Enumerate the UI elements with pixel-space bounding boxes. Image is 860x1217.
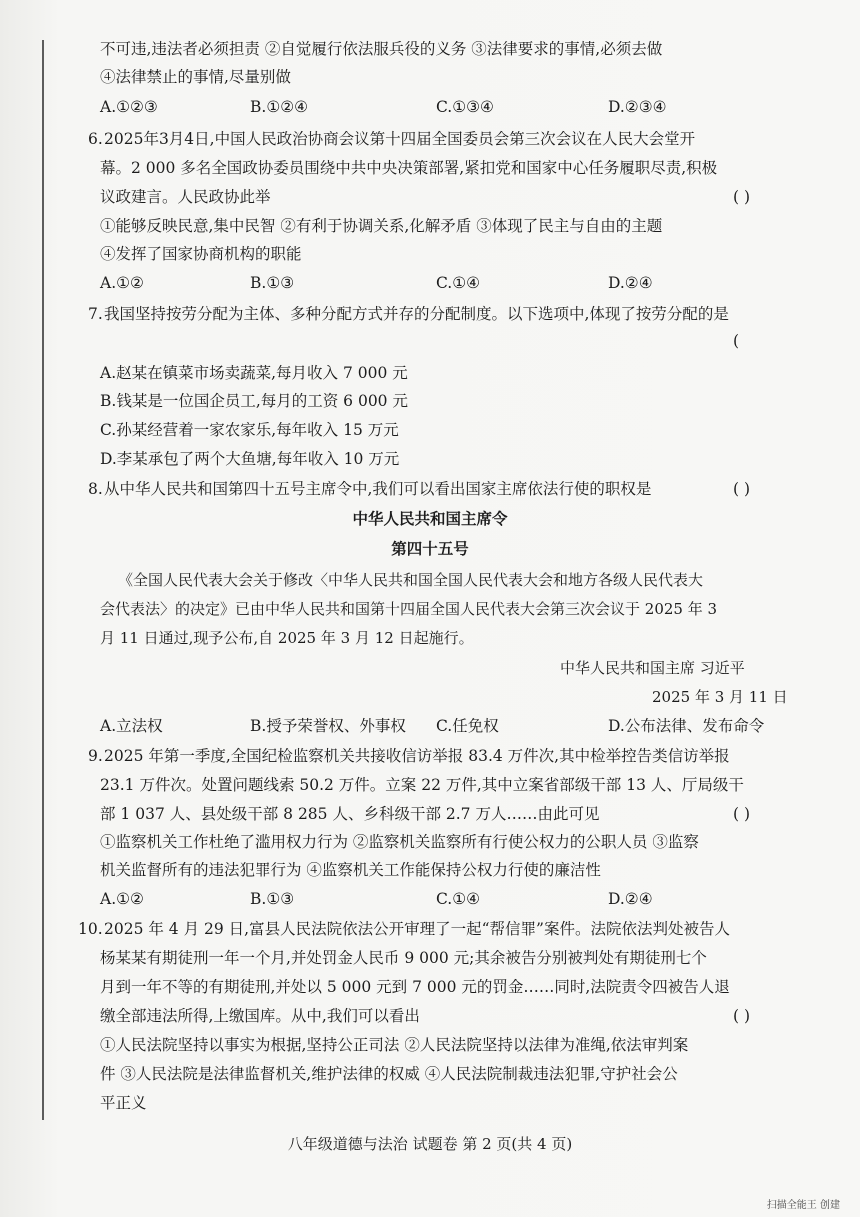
decree-text-line2: 会代表法〉的决定》已由中华人民共和国第十四届全国人民代表大会第三次会议于 2025 年 3 (100, 600, 718, 618)
q10-stem-line1: 2025 年 4 月 29 日,富县人民法院依法公开审理了一起“帮信罪”案件。法院依法判处被告人 (104, 920, 730, 938)
q6-statements-line1: ①能够反映民意,集中民智 ②有利于协调关系,化解矛盾 ③体现了民主与自由的主题 (100, 217, 663, 235)
q8-answer-bracket[interactable]: ( ) (733, 480, 751, 498)
q6-stem-line3: 议政建言。人民政协此举 (100, 188, 271, 206)
q9-statements-line1: ①监察机关工作杜绝了滥用权力行为 ②监察机关监察所有行使公权力的公职人员 ③监察 (100, 833, 699, 851)
q9-option-c[interactable]: C.①④ (436, 890, 481, 908)
q6-answer-bracket[interactable]: ( ) (733, 188, 751, 206)
q10-answer-bracket[interactable]: ( ) (733, 1007, 751, 1025)
decree-number: 第四十五号 (391, 539, 469, 558)
q6-number: 6. (88, 130, 103, 148)
q9-statements-line2: 机关监督所有的违法犯罪行为 ④监察机关工作能保持公权力行使的廉洁性 (100, 861, 601, 879)
q7-option-c[interactable]: C.孙某经营着一家农家乐,每年收入 15 万元 (100, 421, 399, 439)
q10-statements-line2: 件 ③人民法院是法律监督机关,维护法律的权威 ④人民法院制裁违法犯罪,守护社会公 (100, 1065, 678, 1083)
q5-statements-line2: ④法律禁止的事情,尽量别做 (100, 68, 291, 86)
q6-option-a[interactable]: A.①② (100, 274, 144, 292)
decree-text-line1: 《全国人民代表大会关于修改〈中华人民共和国全国人民代表大会和地方各级人民代表大 (118, 571, 704, 589)
q8-number: 8. (88, 480, 103, 498)
q9-option-b[interactable]: B.①③ (250, 890, 295, 908)
decree-title: 中华人民共和国主席令 (352, 509, 508, 528)
scanner-watermark: 扫描全能王 创建 (766, 1200, 840, 1211)
q10-statements-line1: ①人民法院坚持以事实为根据,坚持公正司法 ②人民法院坚持以法律为准绳,依法审判案 (100, 1036, 689, 1054)
q5-option-a[interactable]: A.①②③ (100, 98, 158, 116)
q7-option-b[interactable]: B.钱某是一位国企员工,每月的工资 6 000 元 (100, 392, 408, 410)
q8-option-b[interactable]: B.授予荣誉权、外事权 (250, 717, 406, 735)
q8-stem-line1: 从中华人民共和国第四十五号主席令中,我们可以看出国家主席依法行使的职权是 (104, 480, 652, 498)
q5-option-c[interactable]: C.①③④ (436, 98, 494, 116)
q6-statements-line2: ④发挥了国家协商机构的职能 (100, 245, 302, 263)
q7-option-d[interactable]: D.李某承包了两个大鱼塘,每年收入 10 万元 (100, 450, 400, 468)
decree-date: 2025 年 3 月 11 日 (652, 688, 788, 706)
q6-option-b[interactable]: B.①③ (250, 274, 295, 292)
q10-statements-line3: 平正义 (100, 1094, 147, 1112)
q7-number: 7. (88, 305, 103, 323)
q7-answer-bracket[interactable]: ( (733, 332, 740, 350)
q10-number: 10. (78, 920, 103, 938)
q10-stem-line3: 月到一年不等的有期徒刑,并处以 5 000 元到 7 000 元的罚金……同时,法院责令四被告人退 (100, 978, 730, 996)
q8-option-c[interactable]: C.任免权 (436, 717, 499, 735)
q10-stem-line4: 缴全部违法所得,上缴国库。从中,我们可以看出 (100, 1007, 420, 1025)
q9-answer-bracket[interactable]: ( ) (733, 805, 751, 823)
decree-text-line3: 月 11 日通过,现予公布,自 2025 年 3 月 12 日起施行。 (100, 629, 474, 647)
q9-option-d[interactable]: D.②④ (608, 890, 653, 908)
q7-stem-line1: 我国坚持按劳分配为主体、多种分配方式并存的分配制度。以下选项中,体现了按劳分配的是 (104, 305, 729, 323)
q6-option-d[interactable]: D.②④ (608, 274, 653, 292)
q5-option-d[interactable]: D.②③④ (608, 98, 667, 116)
q9-option-a[interactable]: A.①② (100, 890, 144, 908)
q6-stem-line1: 2025年3月4日,中国人民政治协商会议第十四届全国委员会第三次会议在人民大会堂开 (104, 130, 696, 148)
q9-stem-line1: 2025 年第一季度,全国纪检监察机关共接收信访举报 83.4 万件次,其中检举控告类信访举报 (104, 747, 730, 765)
q9-stem-line2: 23.1 万件次。处置问题线索 50.2 万件。立案 22 万件,其中立案省部级干部 13 人、厅局级干 (100, 776, 744, 794)
decree-signer: 中华人民共和国主席 习近平 (560, 659, 745, 677)
q5-option-b[interactable]: B.①②④ (250, 98, 309, 116)
binding-margin-line (42, 40, 44, 1120)
q9-number: 9. (88, 747, 103, 765)
q9-stem-line3: 部 1 037 人、县处级干部 8 285 人、乡科级干部 2.7 万人……由此可见 (100, 805, 600, 823)
q7-option-a[interactable]: A.赵某在镇菜市场卖蔬菜,每月收入 7 000 元 (100, 364, 408, 382)
q8-option-d[interactable]: D.公布法律、发布命令 (608, 717, 765, 735)
q6-stem-line2: 幕。2 000 多名全国政协委员围绕中共中央决策部署,紧扣党和国家中心任务履职尽责,积极 (100, 159, 718, 177)
q10-stem-line2: 杨某某有期徒刑一年一个月,并处罚金人民币 9 000 元;其余被告分别被判处有期徒刑七个 (100, 949, 707, 967)
page-footer: 八年级道德与法治 试题卷 第 2 页(共 4 页) (287, 1135, 573, 1153)
q8-option-a[interactable]: A.立法权 (100, 717, 163, 735)
q6-option-c[interactable]: C.①④ (436, 274, 481, 292)
q5-statements-line1: 不可违,违法者必须担责 ②自觉履行依法服兵役的义务 ③法律要求的事情,必须去做 (100, 40, 663, 58)
